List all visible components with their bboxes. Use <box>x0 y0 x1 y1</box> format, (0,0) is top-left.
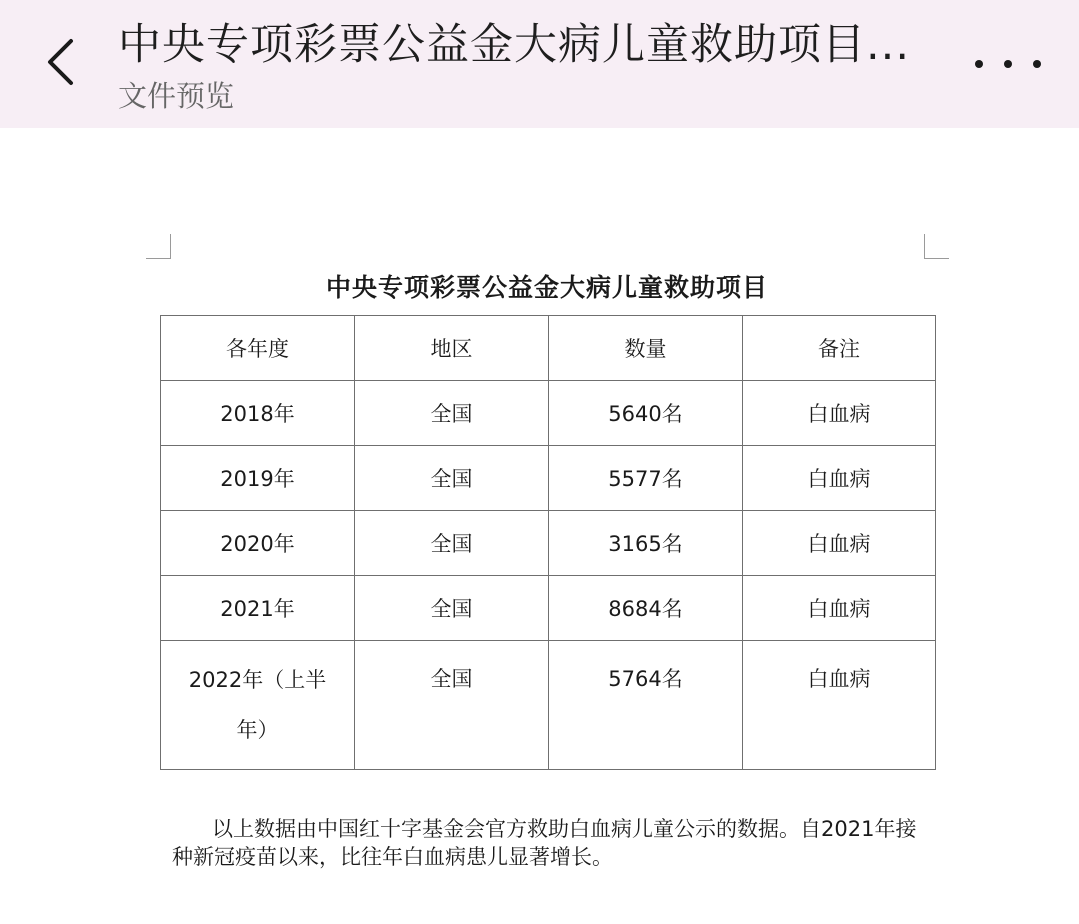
cell-year-text: 2022年（上半年） <box>188 668 327 742</box>
page-corner-mark-right <box>924 234 949 259</box>
cell-region: 全国 <box>355 641 549 770</box>
cell-region: 全国 <box>355 446 549 511</box>
column-header-region: 地区 <box>355 316 549 381</box>
more-dot-icon <box>1004 60 1012 68</box>
cell-count: 5764名 <box>549 641 743 770</box>
chevron-left-icon <box>45 37 75 87</box>
cell-year: 2019年 <box>161 446 355 511</box>
more-dot-icon <box>975 60 983 68</box>
more-dot-icon <box>1033 60 1041 68</box>
table-row <box>161 511 936 576</box>
column-header-note: 备注 <box>743 316 936 381</box>
table-row <box>161 576 936 641</box>
cell-year: 2018年 <box>161 381 355 446</box>
cell-year: 2021年 <box>161 576 355 641</box>
file-preview-label: 文件预览 <box>118 79 235 113</box>
cell-note: 白血病 <box>743 641 936 770</box>
data-table <box>160 315 936 770</box>
page-corner-mark-left <box>146 234 171 259</box>
cell-count: 5640名 <box>549 381 743 446</box>
cell-count: 5577名 <box>549 446 743 511</box>
app-header <box>0 0 1079 128</box>
cell-count: 8684名 <box>549 576 743 641</box>
table-row <box>161 381 936 446</box>
cell-year <box>161 641 355 770</box>
cell-note: 白血病 <box>743 446 936 511</box>
document-title: 中央专项彩票公益金大病儿童救助项目 <box>325 273 768 302</box>
cell-year: 2020年 <box>161 511 355 576</box>
table-header-row <box>161 316 936 381</box>
more-options-button[interactable] <box>975 46 1041 82</box>
column-header-count: 数量 <box>549 316 743 381</box>
table-row <box>161 641 936 770</box>
file-title: 中央专项彩票公益金大病儿童救助项目... <box>118 20 911 70</box>
cell-note: 白血病 <box>743 511 936 576</box>
cell-region: 全国 <box>355 511 549 576</box>
document-preview[interactable] <box>0 128 1079 924</box>
table-row <box>161 446 936 511</box>
cell-note: 白血病 <box>743 381 936 446</box>
cell-count: 3165名 <box>549 511 743 576</box>
column-header-year: 各年度 <box>161 316 355 381</box>
cell-note: 白血病 <box>743 576 936 641</box>
footnote-paragraph: 以上数据由中国红十字基金会官方救助白血病儿童公示的数据。自2021年接种新冠疫苗以来，比往年白血病患儿显著增长。 <box>172 817 917 869</box>
cell-region: 全国 <box>355 381 549 446</box>
cell-region: 全国 <box>355 576 549 641</box>
back-button[interactable] <box>32 30 88 94</box>
